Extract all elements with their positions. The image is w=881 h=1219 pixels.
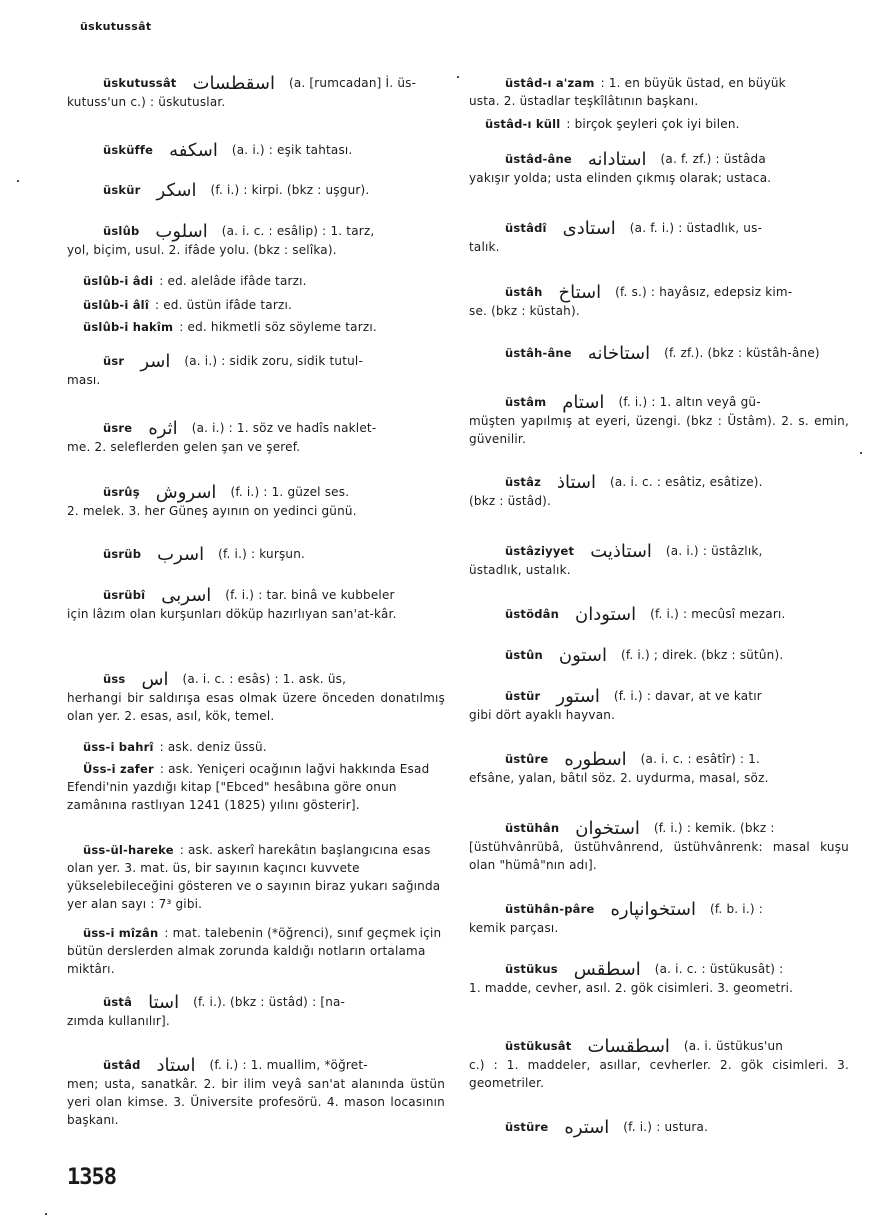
headword: üsrûş (103, 485, 140, 499)
definition-continued: müşten yapılmış at eyeri, üzengi. (bkz : Üstâm). 2. s. emin, güvenilir. (469, 414, 849, 446)
definition: (a. f. zf.) : üstâda (660, 152, 766, 166)
definition-continued: üstadlık, ustalık. (469, 563, 571, 577)
arabic-script: استا (148, 992, 180, 1013)
arabic-script: استاذ (556, 472, 596, 493)
headword: üstükus (505, 962, 558, 976)
running-head: üskutussât (80, 20, 152, 33)
scan-speck (17, 180, 19, 182)
definition: (f. i.). (bkz : üstâd) : [na- (193, 995, 346, 1009)
definition: : ask. deniz üssü. (159, 740, 267, 754)
sub-entry (67, 318, 445, 336)
sub-entry (469, 115, 849, 133)
sub-entry (67, 841, 445, 913)
arabic-script: اسطقسات (587, 1036, 670, 1057)
headword: üstâd-ı küll (485, 117, 561, 131)
headword: üstâh-âne (505, 346, 572, 360)
headword: üstür (505, 689, 541, 703)
arabic-script: اسروش (155, 482, 217, 503)
headword: üsrüb (103, 547, 142, 561)
arabic-script: استاخ (558, 282, 602, 303)
definition: (f. i.) : tar. binâ ve kubbeler (225, 588, 395, 602)
arabic-script: اس (141, 669, 169, 690)
definition-continued: c.) : 1. maddeler, asıllar, cevherler. 2. gök cisimleri. 3. geometriler. (469, 1058, 849, 1090)
arabic-script: اسکر (156, 180, 197, 201)
definition-continued: 2. melek. 3. her Güneş ayının on yedinci günü. (67, 504, 357, 518)
definition: (a. f. i.) : üstadlık, us- (629, 221, 763, 235)
dictionary-entry (67, 670, 445, 725)
dictionary-entry (469, 74, 849, 110)
arabic-script: استادی (562, 218, 616, 239)
arabic-script: استاخانه (587, 343, 651, 364)
headword: üslûb-i hakîm (83, 320, 174, 334)
definition: (a. i. c. : esâlip) : 1. tarz, (221, 224, 375, 238)
dictionary-entry (469, 750, 849, 787)
headword: üstâd (103, 1058, 141, 1072)
sub-entry (67, 272, 445, 290)
definition-continued: herhangi bir saldırışa esas olmak üzere önceden donatılmış olan yer. 2. esas, asıl, kök, temel. (67, 691, 445, 723)
headword: üstühân-pâre (505, 902, 595, 916)
headword: üstühân (505, 821, 560, 835)
definition: : mat. talebenin (*öğrenci), sınıf geçmek için bütün derslerden almak zorunda kaldığı notların ortalama miktârı. (67, 926, 442, 976)
headword: üsküffe (103, 143, 154, 157)
headword: üstâm (505, 395, 547, 409)
definition-continued: yol, biçim, usul. 2. ifâde yolu. (bkz : selîka). (67, 243, 337, 257)
definition: (a. i.) : sidik zoru, sidik tutul- (184, 354, 363, 368)
arabic-script: استودان (575, 604, 637, 625)
definition: (f. zf.). (bkz : küstâh-âne) (664, 346, 820, 360)
arabic-script: اسقطسات (192, 73, 275, 94)
definition: : ask. askerî harekâtın başlangıcına esas olan yer. 3. mat. üs, bir sayının kaçıncı kuvvete yükselebileceğini gösteren ve o sayının biraz yukarı sağında yer alan sayı : 7³ gibi. (67, 843, 441, 911)
headword: üstüre (505, 1120, 549, 1134)
definition-continued: 1. madde, cevher, asıl. 2. gök cisimleri. 3. geometri. (469, 981, 794, 995)
dictionary-entry (67, 141, 445, 160)
dictionary-entry (67, 74, 445, 111)
definition: (f. b. i.) : (709, 902, 763, 916)
sub-entry (67, 738, 445, 756)
headword: üss-ül-hareke (83, 843, 174, 857)
headword: üsre (103, 421, 133, 435)
arabic-script: اسرب (157, 544, 205, 565)
definition: (a. i. üstükus'un (683, 1039, 784, 1053)
definition-continued: usta. 2. üstadlar teşkîlâtının başkanı. (469, 94, 699, 108)
dictionary-entry (67, 545, 445, 564)
dictionary-entry (469, 1037, 849, 1092)
definition-continued: için lâzım olan kurşunları döküp hazırlıyan san'at-kâr. (67, 607, 397, 621)
headword: üss (103, 672, 126, 686)
page-number: 1358 (67, 1165, 116, 1190)
arabic-script: استاد (156, 1055, 196, 1076)
definition: (a. i.) : üstâzlık, (665, 544, 763, 558)
dictionary-entry (469, 646, 849, 665)
definition: : ed. alelâde ifâde tarzı. (159, 274, 307, 288)
scan-speck (860, 452, 862, 454)
headword: Üss-i zafer (83, 762, 154, 776)
arabic-script: اسطقس (573, 959, 641, 980)
definition-continued: kemik parçası. (469, 921, 559, 935)
dictionary-entry (469, 344, 849, 363)
definition: (a. [rumcadan] İ. üs- (288, 76, 417, 90)
dictionary-entry (469, 150, 849, 187)
headword: üss-i bahrî (83, 740, 154, 754)
dictionary-entry (469, 393, 849, 448)
sub-entry (67, 924, 445, 978)
dictionary-entry (469, 473, 849, 510)
headword: üstâ (103, 995, 133, 1009)
definition: (f. s.) : hayâsız, edepsiz kim- (615, 285, 793, 299)
arabic-script: استره (564, 1117, 610, 1138)
dictionary-entry (469, 819, 849, 874)
arabic-script: استام (562, 392, 605, 413)
headword: üskutussât (103, 76, 177, 90)
headword: üss-i mîzân (83, 926, 159, 940)
headword: üstâh (505, 285, 543, 299)
definition-continued: kutuss'un c.) : üskutuslar. (67, 95, 226, 109)
dictionary-entry (67, 483, 445, 520)
headword: üsr (103, 354, 125, 368)
dictionary-entry (67, 993, 445, 1030)
definition-continued: [üstühvânrübâ, üstühvânrend, üstühvânrenk: masal kuşu olan "hümâ"nın adı]. (469, 840, 849, 872)
definition: : birçok şeyleri çok iyi bilen. (566, 117, 740, 131)
arabic-script: استخوانپاره (610, 899, 696, 920)
dictionary-entry (67, 352, 445, 389)
definition: (f. i.) : ustura. (623, 1120, 709, 1134)
definition: (a. i. c. : üstükusât) : (654, 962, 784, 976)
definition: (f. i.) ; direk. (bkz : sütûn). (620, 648, 784, 662)
headword: üstükusât (505, 1039, 572, 1053)
dictionary-entry (469, 219, 849, 256)
headword: üstûn (505, 648, 543, 662)
scan-speck (457, 76, 459, 78)
dictionary-entry (67, 586, 445, 623)
definition: (a. i.) : 1. söz ve hadîs naklet- (191, 421, 377, 435)
headword: üstâz (505, 475, 541, 489)
arabic-script: اسر (140, 351, 171, 372)
definition: : ed. hikmetli söz söyleme tarzı. (179, 320, 377, 334)
definition-continued: (bkz : üstâd). (469, 494, 552, 508)
definition: : ask. Yeniçeri ocağının lağvi hakkında Esad Efendi'nin yazdığı kitap ["Ebced" hesâbına göre onun zamânına rastlıyan 1241 (1825) yılını gösterir]. (67, 762, 430, 812)
sub-entry (67, 760, 445, 814)
headword: üstâziyyet (505, 544, 575, 558)
definition: (f. i.) : mecûsî mezarı. (650, 607, 786, 621)
definition: : 1. en büyük üstad, en büyük (600, 76, 786, 90)
definition: (f. i.) : kemik. (bkz : (653, 821, 775, 835)
definition: (a. i. c. : esâs) : 1. ask. üs, (182, 672, 347, 686)
headword: üslûb-i âdi (83, 274, 154, 288)
arabic-script: اسکفه (169, 140, 218, 161)
headword: üslûb-i âlî (83, 298, 149, 312)
arabic-script: اسطوره (564, 749, 627, 770)
definition: (f. i.) : kurşun. (218, 547, 306, 561)
definition-continued: zımda kullanılır]. (67, 1014, 170, 1028)
dictionary-entry (67, 1056, 445, 1129)
definition: (f. i.) : 1. altın veyâ gü- (618, 395, 761, 409)
definition: (a. i. c. : esâtiz, esâtize). (610, 475, 763, 489)
dictionary-entry (469, 960, 849, 997)
definition: (f. i.) : 1. muallim, *öğret- (209, 1058, 368, 1072)
definition-continued: ması. (67, 373, 101, 387)
definition: (a. i. c. : esâtîr) : 1. (640, 752, 760, 766)
scan-speck (45, 1213, 47, 1215)
headword: üskür (103, 183, 141, 197)
arabic-script: استور (556, 686, 600, 707)
definition: (f. i.) : 1. güzel ses. (230, 485, 350, 499)
dictionary-entry (67, 222, 445, 259)
dictionary-entry (67, 181, 445, 200)
definition-continued: talık. (469, 240, 500, 254)
arabic-script: اسلوب (155, 221, 208, 242)
definition: (f. i.) : kirpi. (bkz : uşgur). (210, 183, 370, 197)
definition: (f. i.) : davar, at ve katır (613, 689, 762, 703)
headword: üstâd-ı a'zam (505, 76, 595, 90)
dictionary-entry (469, 542, 849, 579)
dictionary-entry (469, 687, 849, 724)
definition-continued: efsâne, yalan, bâtıl söz. 2. uydurma, masal, söz. (469, 771, 769, 785)
definition: : ed. üstün ifâde tarzı. (154, 298, 293, 312)
definition-continued: men; usta, sanatkâr. 2. bir ilim veyâ san'at alanında üstün yeri olan kimse. 3. Üniversite profesörü. 4. mason locasının başkanı. (67, 1077, 445, 1127)
headword: üstûre (505, 752, 549, 766)
dictionary-entry (67, 419, 445, 456)
arabic-script: استاذیت (590, 541, 652, 562)
dictionary-entry (469, 1118, 849, 1137)
definition-continued: me. 2. seleflerden gelen şan ve şeref. (67, 440, 301, 454)
arabic-script: استادانه (587, 149, 647, 170)
dictionary-entry (469, 605, 849, 624)
definition-continued: gibi dört ayaklı hayvan. (469, 708, 616, 722)
headword: üstâdî (505, 221, 547, 235)
headword: üstödân (505, 607, 560, 621)
headword: üsrübî (103, 588, 146, 602)
arabic-script: استون (558, 645, 607, 666)
definition: (a. i.) : eşik tahtası. (231, 143, 353, 157)
arabic-script: استخوان (575, 818, 640, 839)
definition-continued: yakışır yolda; usta elinden çıkmış olarak; ustaca. (469, 171, 772, 185)
arabic-script: اثره (148, 418, 178, 439)
headword: üstâd-âne (505, 152, 572, 166)
dictionary-entry (469, 283, 849, 320)
definition-continued: se. (bkz : küstah). (469, 304, 580, 318)
headword: üslûb (103, 224, 140, 238)
sub-entry (67, 296, 445, 314)
dictionary-entry (469, 900, 849, 937)
arabic-script: اسربی (161, 585, 212, 606)
